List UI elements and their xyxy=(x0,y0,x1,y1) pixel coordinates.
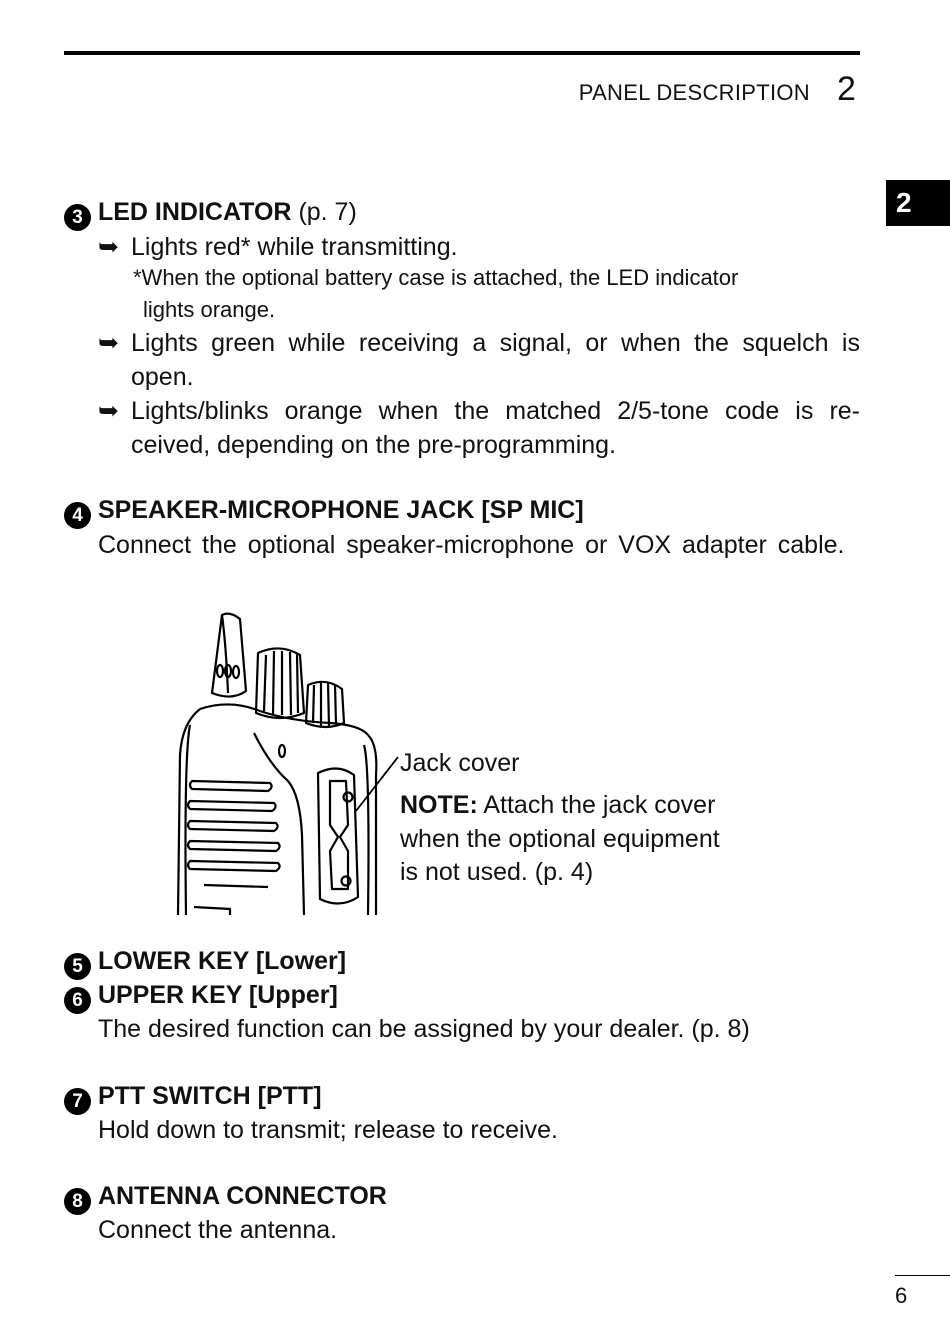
lower-key-heading xyxy=(64,945,346,980)
item-title: ANTENNA CONNECTOR xyxy=(97,1182,387,1210)
antenna-connector-heading xyxy=(64,1180,387,1215)
note-line xyxy=(400,788,715,822)
item-description: Hold down to transmit; release to receive. xyxy=(98,1116,558,1144)
arrow-bullet-icon: ➥ xyxy=(98,233,119,261)
item-title: PTT SWITCH [PTT] xyxy=(97,1082,322,1110)
item-description: Connect the optional speaker-microphone or VOX adapter cable. xyxy=(98,531,845,559)
note-line: when the optional equipment xyxy=(400,825,720,853)
chapter-number: 2 xyxy=(837,70,856,108)
item-number-badge: 3 xyxy=(64,204,91,231)
item-title: UPPER KEY [Upper] xyxy=(97,981,338,1009)
speaker-mic-jack-heading xyxy=(64,494,584,529)
footnote xyxy=(133,262,860,326)
item-number-badge: 6 xyxy=(64,987,91,1014)
item-description: Connect the antenna. xyxy=(98,1216,338,1244)
footnote-line: lights orange. xyxy=(143,297,276,322)
item-description: The desired function can be assigned by your dealer. (p. 8) xyxy=(98,1015,750,1043)
bullet-text: Lights green while receiving a signal, or when the squelch is open. xyxy=(131,329,860,391)
note-line: is not used. (p. 4) xyxy=(400,858,594,886)
note-label: NOTE: xyxy=(400,791,478,819)
bullet-item xyxy=(98,326,860,394)
item-title: LED INDICATOR xyxy=(97,198,292,226)
item-number-badge: 8 xyxy=(64,1188,91,1215)
item-title: SPEAKER-MICROPHONE JACK [SP MIC] xyxy=(97,496,584,524)
arrow-bullet-icon: ➥ xyxy=(98,329,119,357)
top-rule xyxy=(64,51,860,55)
page-number: 6 xyxy=(895,1283,908,1308)
bullet-text: Lights red* while transmitting. xyxy=(131,233,458,261)
chapter-side-tab: 2 xyxy=(886,180,950,226)
item-number-badge: 5 xyxy=(64,953,91,980)
arrow-bullet-icon: ➥ xyxy=(98,397,119,425)
jack-cover-label: Jack cover xyxy=(400,749,520,777)
item-number-badge: 4 xyxy=(64,502,91,529)
note-text: Attach the jack cover xyxy=(483,791,716,819)
led-indicator-heading xyxy=(64,196,357,231)
running-title: PANEL DESCRIPTION xyxy=(578,80,810,105)
item-number-badge: 7 xyxy=(64,1088,91,1115)
bullet-item xyxy=(98,394,860,462)
item-title: LOWER KEY [Lower] xyxy=(97,947,347,975)
footnote-line: *When the optional battery case is attached, the LED indicator xyxy=(133,265,739,290)
upper-key-heading xyxy=(64,979,338,1014)
bullet-item xyxy=(98,230,860,264)
ptt-switch-heading xyxy=(64,1080,322,1115)
footer-rule xyxy=(895,1275,950,1276)
bullet-text: Lights/blinks orange when the matched 2/5-tone code is re-ceived, depending on the pre-programming. xyxy=(131,397,860,459)
page-reference: (p. 7) xyxy=(298,198,357,226)
radio-illustration xyxy=(170,605,410,915)
